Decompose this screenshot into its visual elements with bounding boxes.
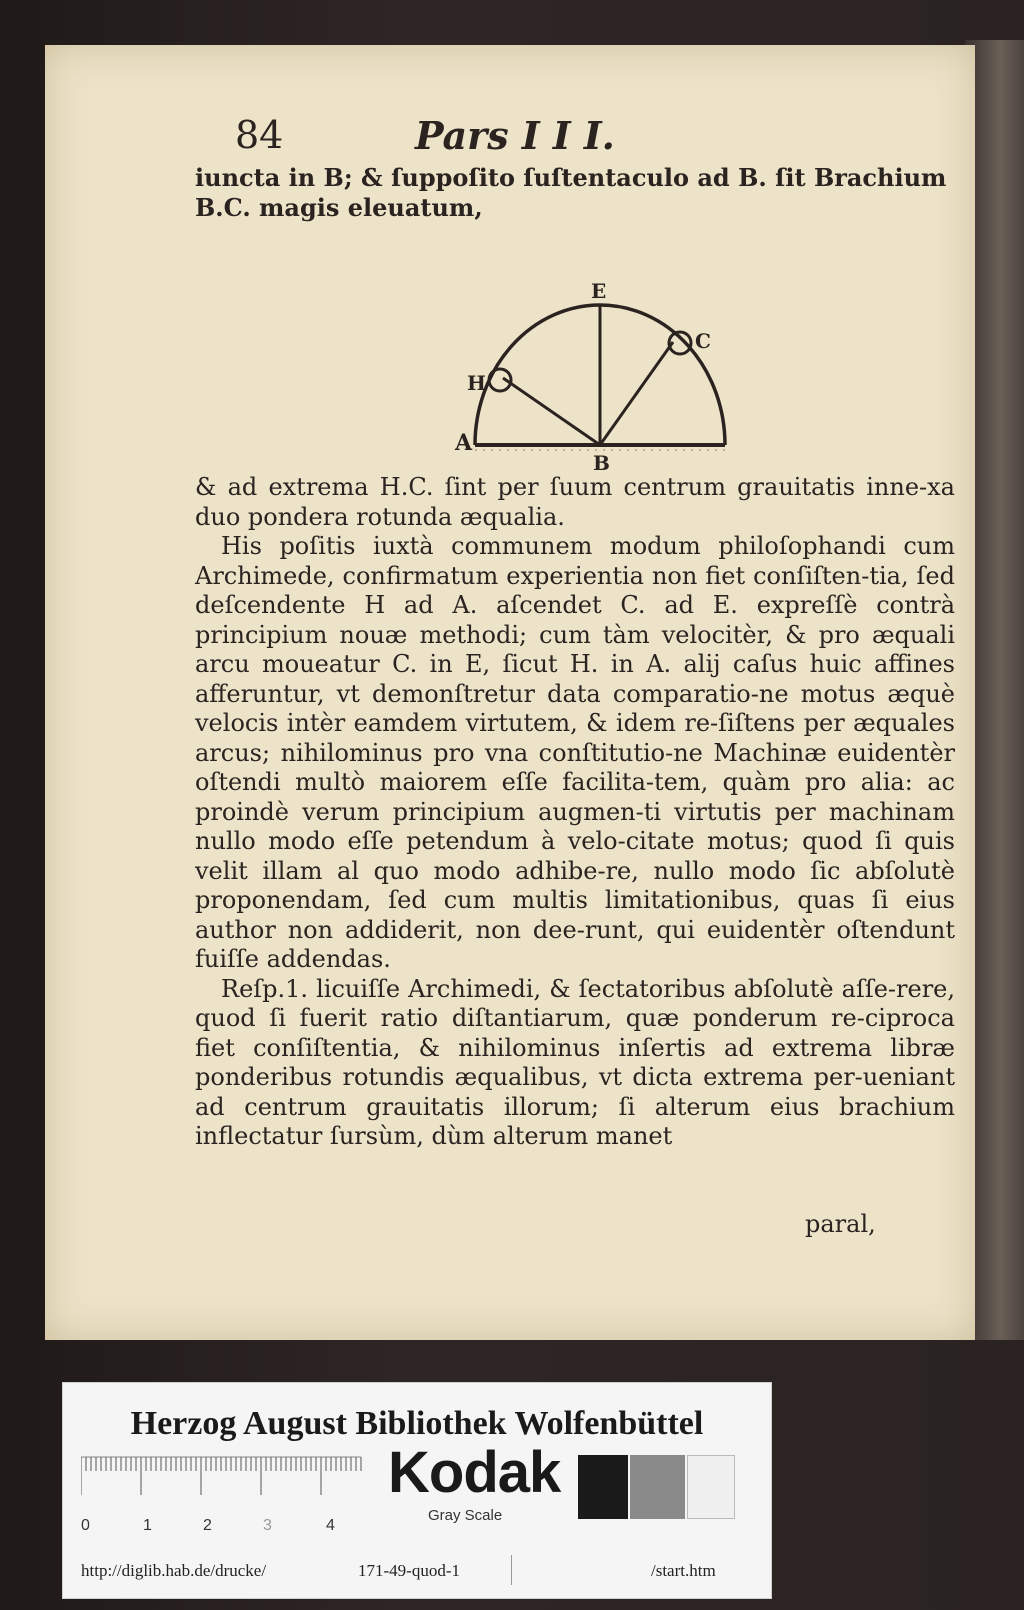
radius-bh [503, 378, 600, 445]
swatch-gray [630, 1455, 685, 1519]
swatch-black [578, 1455, 628, 1519]
page-header [235, 105, 835, 165]
library-title: Herzog August Bibliothek Wolfenbüttel [130, 1405, 704, 1442]
label-a: A [455, 430, 473, 456]
paragraph-2: His poſitis iuxtà communem modum philoſophandi cum Archimede, confirmatum experientia non fiet conſiſten-tia, ſed deſcendente H ad A. aſcendet C. ad E. expreſſè contrà principium nouæ methodi; cum tàm velocitèr, & pro æquali arcu moueatur C. in E, ſicut H. in A. alij caſus huic affines afferuntur, vt demonſtretur data comparatio-ne motus æquè velocis intèr eamdem virtutem, & idem re-ſiſtens per æquales arcus; nihilominus pro vna conſtitutio-ne Machinæ euidentèr oſtendi multò maiorem eſſe facilita-tem, quàm pro alia: ac proindè verum principium augmen-ti virtutis per machinam nullo modo eſſe petendum à velo-citate motus; quod ſi quis velit illam al quo modo adhibe-re, nullo modo ſic abſolutè proponendam, ſed cum multis limitationibus, quas ſi eius author non addiderit, non dee-runt, qui euidentèr oſtendunt fuiſſe addendas. [195, 532, 955, 973]
radius-bc [600, 342, 673, 445]
url-base: http://diglib.hab.de/drucke/ [81, 1561, 267, 1580]
label-h: H [467, 371, 486, 395]
label-e: E [591, 279, 607, 303]
lead-line-1: iuncta in B; & ſuppoſito ſuſtentaculo ad B. ſit Brachium [195, 163, 947, 192]
scale-number-1: 1 [143, 1517, 152, 1534]
book-page [45, 45, 975, 1340]
scale-number-4: 4 [326, 1517, 335, 1534]
running-head: Pars I I I. [415, 113, 615, 158]
lead-text [195, 163, 955, 222]
kodak-logo: Kodak [388, 1440, 561, 1505]
paragraph-1: & ad extrema H.C. ſint per ſuum centrum grauitatis inne-xa duo pondera rotunda æqualia. [195, 473, 955, 531]
catchword: paral, [805, 1210, 876, 1238]
library-card [62, 1382, 772, 1599]
url-divider [511, 1555, 512, 1585]
label-c: C [695, 329, 711, 353]
gray-swatches [578, 1455, 748, 1535]
label-b: B [593, 451, 610, 475]
gray-scale-label: Gray Scale [428, 1507, 503, 1524]
paragraph-3: Reſp.1. licuiſſe Archimedi, & ſectatoribus abſolutè aſſe-rere, quod ſi fuerit ratio diſtantiarum, quæ ponderum re-ciproca fiet conſiſtentia, & nihilominus inſertis ad extrema libræ ponderibus rotundis æqualibus, vt dicta extrema per-ueniant ad centrum grauitatis illorum; ſi alterum eius brachium inflectatur ſursùm, dùm alterum manet [195, 974, 955, 1150]
url-end: /start.htm [651, 1561, 716, 1580]
lead-line-2: B.C. magis eleuatum, [195, 192, 483, 222]
semicircle-lever-diagram [415, 250, 755, 485]
scale-number-3: 3 [263, 1517, 272, 1534]
ruler-scale [81, 1455, 431, 1535]
page-number: 84 [235, 113, 284, 157]
swatch-white [687, 1455, 735, 1519]
url-id: 171-49-quod-1 [358, 1561, 460, 1580]
body-text [195, 473, 955, 1152]
scale-number-0: 0 [81, 1517, 90, 1534]
scale-number-2: 2 [203, 1517, 212, 1534]
